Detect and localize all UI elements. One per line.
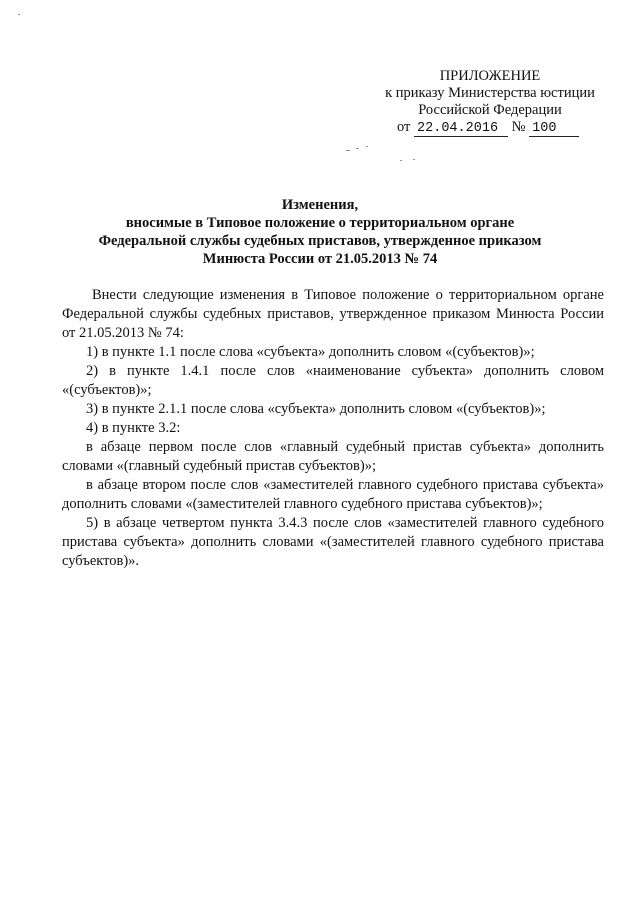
scan-speck — [366, 146, 368, 147]
document-title — [70, 196, 570, 268]
appendix-title: ПРИЛОЖЕНИЕ — [439, 68, 541, 84]
item-4: 4) в пункте 3.2: — [86, 420, 181, 436]
order-date: 22.04.2016 — [414, 121, 508, 137]
order-number: 100 — [529, 121, 579, 137]
title-line-2: вносимые в Типовое положение о территориальном органе — [125, 215, 515, 231]
from-label: от — [397, 119, 411, 135]
document-body — [62, 286, 604, 571]
scan-speck — [18, 14, 20, 15]
item-4-paragraph-b: в абзаце втором после слов «заместителей главного судебного пристава субъекта» дополнить словами «(заместителей главного судебного пристава субъектов)»; — [62, 477, 604, 512]
intro-paragraph: Внести следующие изменения в Типовое положение о территориальном органе Федеральной службы судебных приставов, утвержденное приказом Минюста России от 21.05.2013 № 74: — [62, 287, 604, 341]
item-3: 3) в пункте 2.1.1 после слова «субъекта» дополнить словом «(субъектов)»; — [86, 401, 546, 417]
item-4-paragraph-a: в абзаце первом после слов «главный судебный пристав субъекта» дополнить словами «(главный судебный пристав субъектов)»; — [62, 439, 604, 474]
item-1: 1) в пункте 1.1 после слова «субъекта» дополнить словом «(субъектов)»; — [86, 344, 535, 360]
number-label: № — [511, 119, 526, 135]
scan-speck — [413, 159, 415, 160]
appendix-order-line: к приказу Министерства юстиции — [385, 85, 595, 101]
appendix-authority-line: Российской Федерации — [418, 102, 562, 118]
appendix-header — [375, 68, 605, 137]
scan-speck — [346, 150, 350, 151]
order-reference — [375, 119, 605, 137]
scan-speck — [400, 160, 402, 161]
title-line-3: Федеральной службы судебных приставов, утвержденное приказом — [98, 233, 542, 249]
title-line-4: Минюста России от 21.05.2013 № 74 — [202, 251, 438, 267]
title-line-1: Изменения, — [281, 197, 359, 213]
item-5: 5) в абзаце четвертом пункта 3.4.3 после слов «заместителей главного судебного пристава субъекта» дополнить словами «(заместителей главного судебного пристава субъектов)». — [62, 515, 604, 569]
item-2: 2) в пункте 1.4.1 после слов «наименование субъекта» дополнить словом «(субъектов)»; — [62, 363, 604, 398]
scan-speck — [356, 148, 359, 149]
